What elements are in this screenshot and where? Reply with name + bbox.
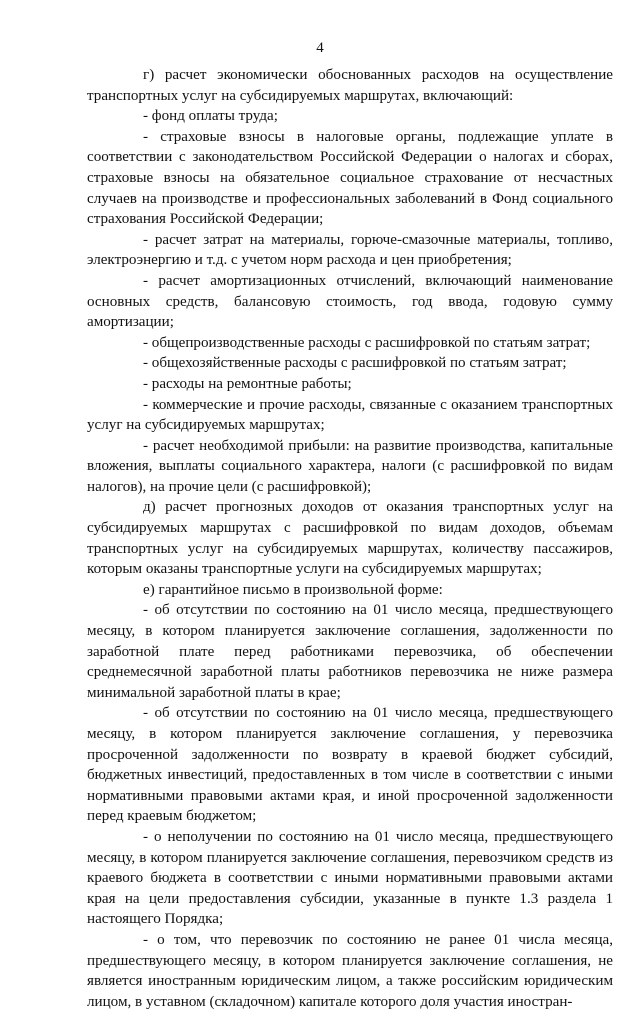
list-item: - расходы на ремонтные работы; xyxy=(143,375,352,392)
list-item: - коммерческие и прочие расходы, связанные с оказанием транспортных услуг на субсидируемых маршрутах; xyxy=(87,396,613,434)
list-item: - расчет необходимой прибыли: на развитие производства, капитальные вложения, выплаты социального характера, налоги (с расшифровкой по видам налогов), на прочие цели (с расшифровкой); xyxy=(87,437,613,495)
paragraph-g-intro: г) расчет экономически обоснованных расходов на осуществление транспортных услуг на субсидируемых маршрутах, включающий: xyxy=(87,67,613,104)
list-item: - общехозяйственные расходы с расшифровкой по статьям затрат; xyxy=(143,355,567,372)
list-item: - о неполучении по состоянию на 01 число месяца, предшествующего месяцу, в котором планируется заключение соглашения, перевозчиком средств из краевого бюджета в соответствии с иными нормативными правовыми актами края на цели предоставления субсидии, указанные в пункте 1.3 раздела 1 настоящего Порядка; xyxy=(87,828,613,928)
list-item: - расчет амортизационных отчислений, включающий наименование основных средств, балансовую стоимость, год ввода, годовую сумму амортизации; xyxy=(87,272,613,331)
list-item: - общепроизводственные расходы с расшифровкой по статьям затрат; xyxy=(143,334,591,351)
list-item: - об отсутствии по состоянию на 01 число месяца, предшествующего месяцу, в котором планируется заключение соглашения, задолженности по заработной плате перед работниками перевозчика, об обеспечении среднемесячной заработной платы работников перевозчика не ниже размера минимальной заработной платы в крае; xyxy=(87,602,613,701)
list-item: - страховые взносы в налоговые органы, подлежащие уплате в соответствии с законодательством Российской Федерации о налогах и сборах, страховые взносы на обязательное социальное страхование от несчастных случаев на производстве и профессиональных заболеваний в Фонд социального страхования Российской Федерации; xyxy=(87,128,613,228)
paragraph-d: д) расчет прогнозных доходов от оказания транспортных услуг на субсидируемых маршрутах с расшифровкой по видам доходов, объемам транспортных услуг на субсидируемых маршрутах, количеству пассажиров, которым оказаны транспортные услуги на субсидируемых маршрутах; xyxy=(87,499,613,578)
page-number: 4 xyxy=(316,40,324,56)
list-item: - об отсутствии по состоянию на 01 число месяца, предшествующего месяцу, в котором планируется заключение соглашения, у перевозчика просроченной задолженности по возврату в краевой бюджет субсидий, бюджетных инвестиций, предоставленных в том числе в соответствии с иными нормативными правовыми актами края, и иной просроченной задолженности перед краевым бюджетом; xyxy=(87,705,613,825)
list-item: - фонд оплаты труда; xyxy=(143,108,278,125)
list-item: - расчет затрат на материалы, горюче-смазочные материалы, топливо, электроэнергию и т.д. с учетом норм расхода и цен приобретения; xyxy=(87,231,613,269)
list-item: - о том, что перевозчик по состоянию не ранее 01 числа месяца, предшествующего месяцу, в котором планируется заключение соглашения, не является иностранным юридическим лицом, а также российским юридическим лицом, в уставном (складочном) капитале которого доля участия иностран- xyxy=(87,931,613,1010)
paragraph-e-intro: е) гарантийное письмо в произвольной форме: xyxy=(143,581,443,598)
document-body xyxy=(87,65,613,1012)
